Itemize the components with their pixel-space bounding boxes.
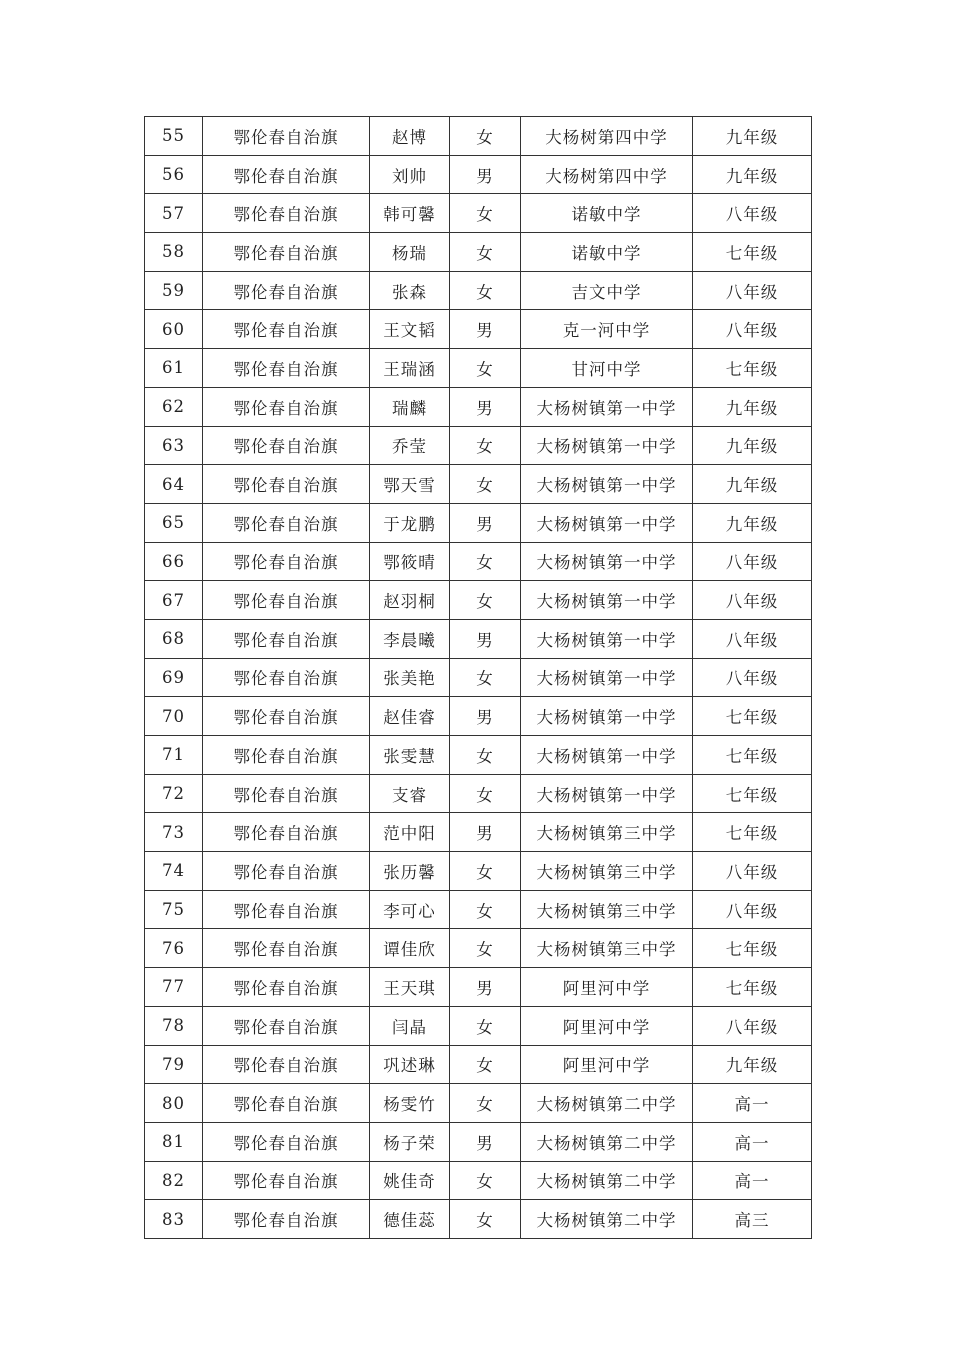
region-cell: 鄂伦春自治旗 <box>203 465 370 504</box>
student-name-cell: 赵博 <box>370 117 450 156</box>
region-cell: 鄂伦春自治旗 <box>203 813 370 852</box>
gender-cell: 女 <box>450 929 521 968</box>
school-cell: 大杨树镇第一中学 <box>521 387 693 426</box>
table-row <box>145 426 812 465</box>
gender-cell: 男 <box>450 619 521 658</box>
grade-cell: 八年级 <box>693 271 812 310</box>
table-row <box>145 1006 812 1045</box>
table-row <box>145 271 812 310</box>
grade-cell: 九年级 <box>693 387 812 426</box>
region-cell: 鄂伦春自治旗 <box>203 1045 370 1084</box>
grade-cell: 九年级 <box>693 503 812 542</box>
grade-cell: 七年级 <box>693 813 812 852</box>
region-cell: 鄂伦春自治旗 <box>203 619 370 658</box>
grade-cell: 八年级 <box>693 542 812 581</box>
row-number-cell: 72 <box>145 774 203 813</box>
student-name-cell: 巩述琳 <box>370 1045 450 1084</box>
region-cell: 鄂伦春自治旗 <box>203 1122 370 1161</box>
school-cell: 阿里河中学 <box>521 1045 693 1084</box>
table-row <box>145 117 812 156</box>
student-roster-table <box>144 116 812 1239</box>
table-row <box>145 774 812 813</box>
row-number-cell: 78 <box>145 1006 203 1045</box>
grade-cell: 八年级 <box>693 310 812 349</box>
gender-cell: 女 <box>450 1084 521 1123</box>
gender-cell: 女 <box>450 349 521 388</box>
gender-cell: 男 <box>450 697 521 736</box>
region-cell: 鄂伦春自治旗 <box>203 117 370 156</box>
row-number-cell: 58 <box>145 233 203 272</box>
school-cell: 大杨树镇第三中学 <box>521 852 693 891</box>
region-cell: 鄂伦春自治旗 <box>203 310 370 349</box>
row-number-cell: 81 <box>145 1122 203 1161</box>
gender-cell: 男 <box>450 503 521 542</box>
region-cell: 鄂伦春自治旗 <box>203 426 370 465</box>
region-cell: 鄂伦春自治旗 <box>203 852 370 891</box>
school-cell: 大杨树镇第三中学 <box>521 929 693 968</box>
table-row <box>145 155 812 194</box>
student-name-cell: 德佳蕊 <box>370 1200 450 1239</box>
row-number-cell: 57 <box>145 194 203 233</box>
school-cell: 大杨树镇第三中学 <box>521 890 693 929</box>
row-number-cell: 77 <box>145 968 203 1007</box>
student-name-cell: 刘帅 <box>370 155 450 194</box>
row-number-cell: 68 <box>145 619 203 658</box>
gender-cell: 男 <box>450 155 521 194</box>
row-number-cell: 63 <box>145 426 203 465</box>
table-row <box>145 736 812 775</box>
table-row <box>145 813 812 852</box>
region-cell: 鄂伦春自治旗 <box>203 1161 370 1200</box>
grade-cell: 八年级 <box>693 890 812 929</box>
region-cell: 鄂伦春自治旗 <box>203 929 370 968</box>
roster-body <box>145 117 812 1239</box>
student-name-cell: 李晨曦 <box>370 619 450 658</box>
grade-cell: 八年级 <box>693 581 812 620</box>
grade-cell: 高三 <box>693 1200 812 1239</box>
gender-cell: 女 <box>450 658 521 697</box>
row-number-cell: 79 <box>145 1045 203 1084</box>
student-name-cell: 张雯慧 <box>370 736 450 775</box>
region-cell: 鄂伦春自治旗 <box>203 658 370 697</box>
school-cell: 大杨树镇第一中学 <box>521 736 693 775</box>
student-name-cell: 范中阳 <box>370 813 450 852</box>
school-cell: 大杨树镇第一中学 <box>521 465 693 504</box>
region-cell: 鄂伦春自治旗 <box>203 697 370 736</box>
grade-cell: 八年级 <box>693 1006 812 1045</box>
gender-cell: 男 <box>450 968 521 1007</box>
gender-cell: 男 <box>450 387 521 426</box>
row-number-cell: 66 <box>145 542 203 581</box>
region-cell: 鄂伦春自治旗 <box>203 271 370 310</box>
grade-cell: 高一 <box>693 1084 812 1123</box>
school-cell: 阿里河中学 <box>521 968 693 1007</box>
student-name-cell: 闫晶 <box>370 1006 450 1045</box>
gender-cell: 女 <box>450 271 521 310</box>
region-cell: 鄂伦春自治旗 <box>203 581 370 620</box>
region-cell: 鄂伦春自治旗 <box>203 774 370 813</box>
grade-cell: 七年级 <box>693 774 812 813</box>
school-cell: 大杨树镇第一中学 <box>521 774 693 813</box>
table-row <box>145 503 812 542</box>
student-name-cell: 赵佳睿 <box>370 697 450 736</box>
grade-cell: 九年级 <box>693 465 812 504</box>
table-row <box>145 890 812 929</box>
school-cell: 吉文中学 <box>521 271 693 310</box>
table-row <box>145 697 812 736</box>
grade-cell: 九年级 <box>693 155 812 194</box>
region-cell: 鄂伦春自治旗 <box>203 1200 370 1239</box>
gender-cell: 女 <box>450 852 521 891</box>
gender-cell: 女 <box>450 542 521 581</box>
row-number-cell: 64 <box>145 465 203 504</box>
student-name-cell: 张历馨 <box>370 852 450 891</box>
student-name-cell: 杨瑞 <box>370 233 450 272</box>
student-name-cell: 谭佳欣 <box>370 929 450 968</box>
school-cell: 大杨树镇第一中学 <box>521 697 693 736</box>
school-cell: 大杨树第四中学 <box>521 155 693 194</box>
gender-cell: 女 <box>450 774 521 813</box>
grade-cell: 八年级 <box>693 658 812 697</box>
school-cell: 大杨树镇第二中学 <box>521 1084 693 1123</box>
grade-cell: 七年级 <box>693 736 812 775</box>
student-name-cell: 赵羽桐 <box>370 581 450 620</box>
student-name-cell: 鄂筱晴 <box>370 542 450 581</box>
gender-cell: 女 <box>450 117 521 156</box>
grade-cell: 七年级 <box>693 968 812 1007</box>
grade-cell: 七年级 <box>693 929 812 968</box>
gender-cell: 女 <box>450 1200 521 1239</box>
table-row <box>145 658 812 697</box>
grade-cell: 八年级 <box>693 619 812 658</box>
student-name-cell: 鄂天雪 <box>370 465 450 504</box>
school-cell: 大杨树镇第二中学 <box>521 1122 693 1161</box>
table-row <box>145 1161 812 1200</box>
table-row <box>145 1200 812 1239</box>
row-number-cell: 83 <box>145 1200 203 1239</box>
table-row <box>145 968 812 1007</box>
gender-cell: 女 <box>450 1006 521 1045</box>
table-row <box>145 465 812 504</box>
row-number-cell: 65 <box>145 503 203 542</box>
region-cell: 鄂伦春自治旗 <box>203 233 370 272</box>
region-cell: 鄂伦春自治旗 <box>203 736 370 775</box>
student-name-cell: 支睿 <box>370 774 450 813</box>
school-cell: 大杨树镇第二中学 <box>521 1161 693 1200</box>
region-cell: 鄂伦春自治旗 <box>203 968 370 1007</box>
row-number-cell: 70 <box>145 697 203 736</box>
region-cell: 鄂伦春自治旗 <box>203 503 370 542</box>
school-cell: 大杨树镇第一中学 <box>521 542 693 581</box>
row-number-cell: 56 <box>145 155 203 194</box>
region-cell: 鄂伦春自治旗 <box>203 387 370 426</box>
school-cell: 大杨树镇第三中学 <box>521 813 693 852</box>
row-number-cell: 76 <box>145 929 203 968</box>
student-name-cell: 李可心 <box>370 890 450 929</box>
grade-cell: 八年级 <box>693 194 812 233</box>
table-row <box>145 349 812 388</box>
gender-cell: 女 <box>450 736 521 775</box>
gender-cell: 男 <box>450 813 521 852</box>
student-name-cell: 张森 <box>370 271 450 310</box>
student-name-cell: 乔莹 <box>370 426 450 465</box>
school-cell: 诺敏中学 <box>521 233 693 272</box>
school-cell: 克一河中学 <box>521 310 693 349</box>
student-name-cell: 韩可馨 <box>370 194 450 233</box>
row-number-cell: 80 <box>145 1084 203 1123</box>
region-cell: 鄂伦春自治旗 <box>203 890 370 929</box>
row-number-cell: 62 <box>145 387 203 426</box>
region-cell: 鄂伦春自治旗 <box>203 542 370 581</box>
gender-cell: 女 <box>450 426 521 465</box>
school-cell: 大杨树镇第一中学 <box>521 503 693 542</box>
student-name-cell: 张美艳 <box>370 658 450 697</box>
table-row <box>145 387 812 426</box>
school-cell: 阿里河中学 <box>521 1006 693 1045</box>
grade-cell: 七年级 <box>693 233 812 272</box>
student-name-cell: 王瑞涵 <box>370 349 450 388</box>
region-cell: 鄂伦春自治旗 <box>203 1006 370 1045</box>
gender-cell: 女 <box>450 890 521 929</box>
row-number-cell: 71 <box>145 736 203 775</box>
grade-cell: 七年级 <box>693 697 812 736</box>
region-cell: 鄂伦春自治旗 <box>203 155 370 194</box>
grade-cell: 八年级 <box>693 852 812 891</box>
student-name-cell: 杨子荣 <box>370 1122 450 1161</box>
student-name-cell: 姚佳奇 <box>370 1161 450 1200</box>
row-number-cell: 75 <box>145 890 203 929</box>
student-name-cell: 杨雯竹 <box>370 1084 450 1123</box>
grade-cell: 九年级 <box>693 1045 812 1084</box>
grade-cell: 九年级 <box>693 117 812 156</box>
region-cell: 鄂伦春自治旗 <box>203 194 370 233</box>
gender-cell: 女 <box>450 581 521 620</box>
grade-cell: 高一 <box>693 1161 812 1200</box>
school-cell: 大杨树镇第一中学 <box>521 658 693 697</box>
region-cell: 鄂伦春自治旗 <box>203 349 370 388</box>
student-name-cell: 瑞麟 <box>370 387 450 426</box>
table-row <box>145 581 812 620</box>
table-row <box>145 1045 812 1084</box>
table-row <box>145 1084 812 1123</box>
gender-cell: 女 <box>450 233 521 272</box>
gender-cell: 女 <box>450 465 521 504</box>
gender-cell: 女 <box>450 1045 521 1084</box>
school-cell: 甘河中学 <box>521 349 693 388</box>
student-name-cell: 王天琪 <box>370 968 450 1007</box>
row-number-cell: 61 <box>145 349 203 388</box>
table-row <box>145 929 812 968</box>
row-number-cell: 60 <box>145 310 203 349</box>
table-row <box>145 310 812 349</box>
table-row <box>145 852 812 891</box>
table-row <box>145 233 812 272</box>
table-row <box>145 619 812 658</box>
student-name-cell: 于龙鹏 <box>370 503 450 542</box>
row-number-cell: 73 <box>145 813 203 852</box>
table-row <box>145 1122 812 1161</box>
row-number-cell: 55 <box>145 117 203 156</box>
grade-cell: 九年级 <box>693 426 812 465</box>
gender-cell: 男 <box>450 310 521 349</box>
grade-cell: 七年级 <box>693 349 812 388</box>
row-number-cell: 69 <box>145 658 203 697</box>
gender-cell: 女 <box>450 194 521 233</box>
grade-cell: 高一 <box>693 1122 812 1161</box>
school-cell: 大杨树第四中学 <box>521 117 693 156</box>
student-name-cell: 王文韬 <box>370 310 450 349</box>
school-cell: 诺敏中学 <box>521 194 693 233</box>
school-cell: 大杨树镇第一中学 <box>521 619 693 658</box>
school-cell: 大杨树镇第一中学 <box>521 581 693 620</box>
table-row <box>145 542 812 581</box>
gender-cell: 女 <box>450 1161 521 1200</box>
row-number-cell: 82 <box>145 1161 203 1200</box>
school-cell: 大杨树镇第一中学 <box>521 426 693 465</box>
region-cell: 鄂伦春自治旗 <box>203 1084 370 1123</box>
table-row <box>145 194 812 233</box>
row-number-cell: 74 <box>145 852 203 891</box>
row-number-cell: 67 <box>145 581 203 620</box>
gender-cell: 男 <box>450 1122 521 1161</box>
row-number-cell: 59 <box>145 271 203 310</box>
school-cell: 大杨树镇第二中学 <box>521 1200 693 1239</box>
